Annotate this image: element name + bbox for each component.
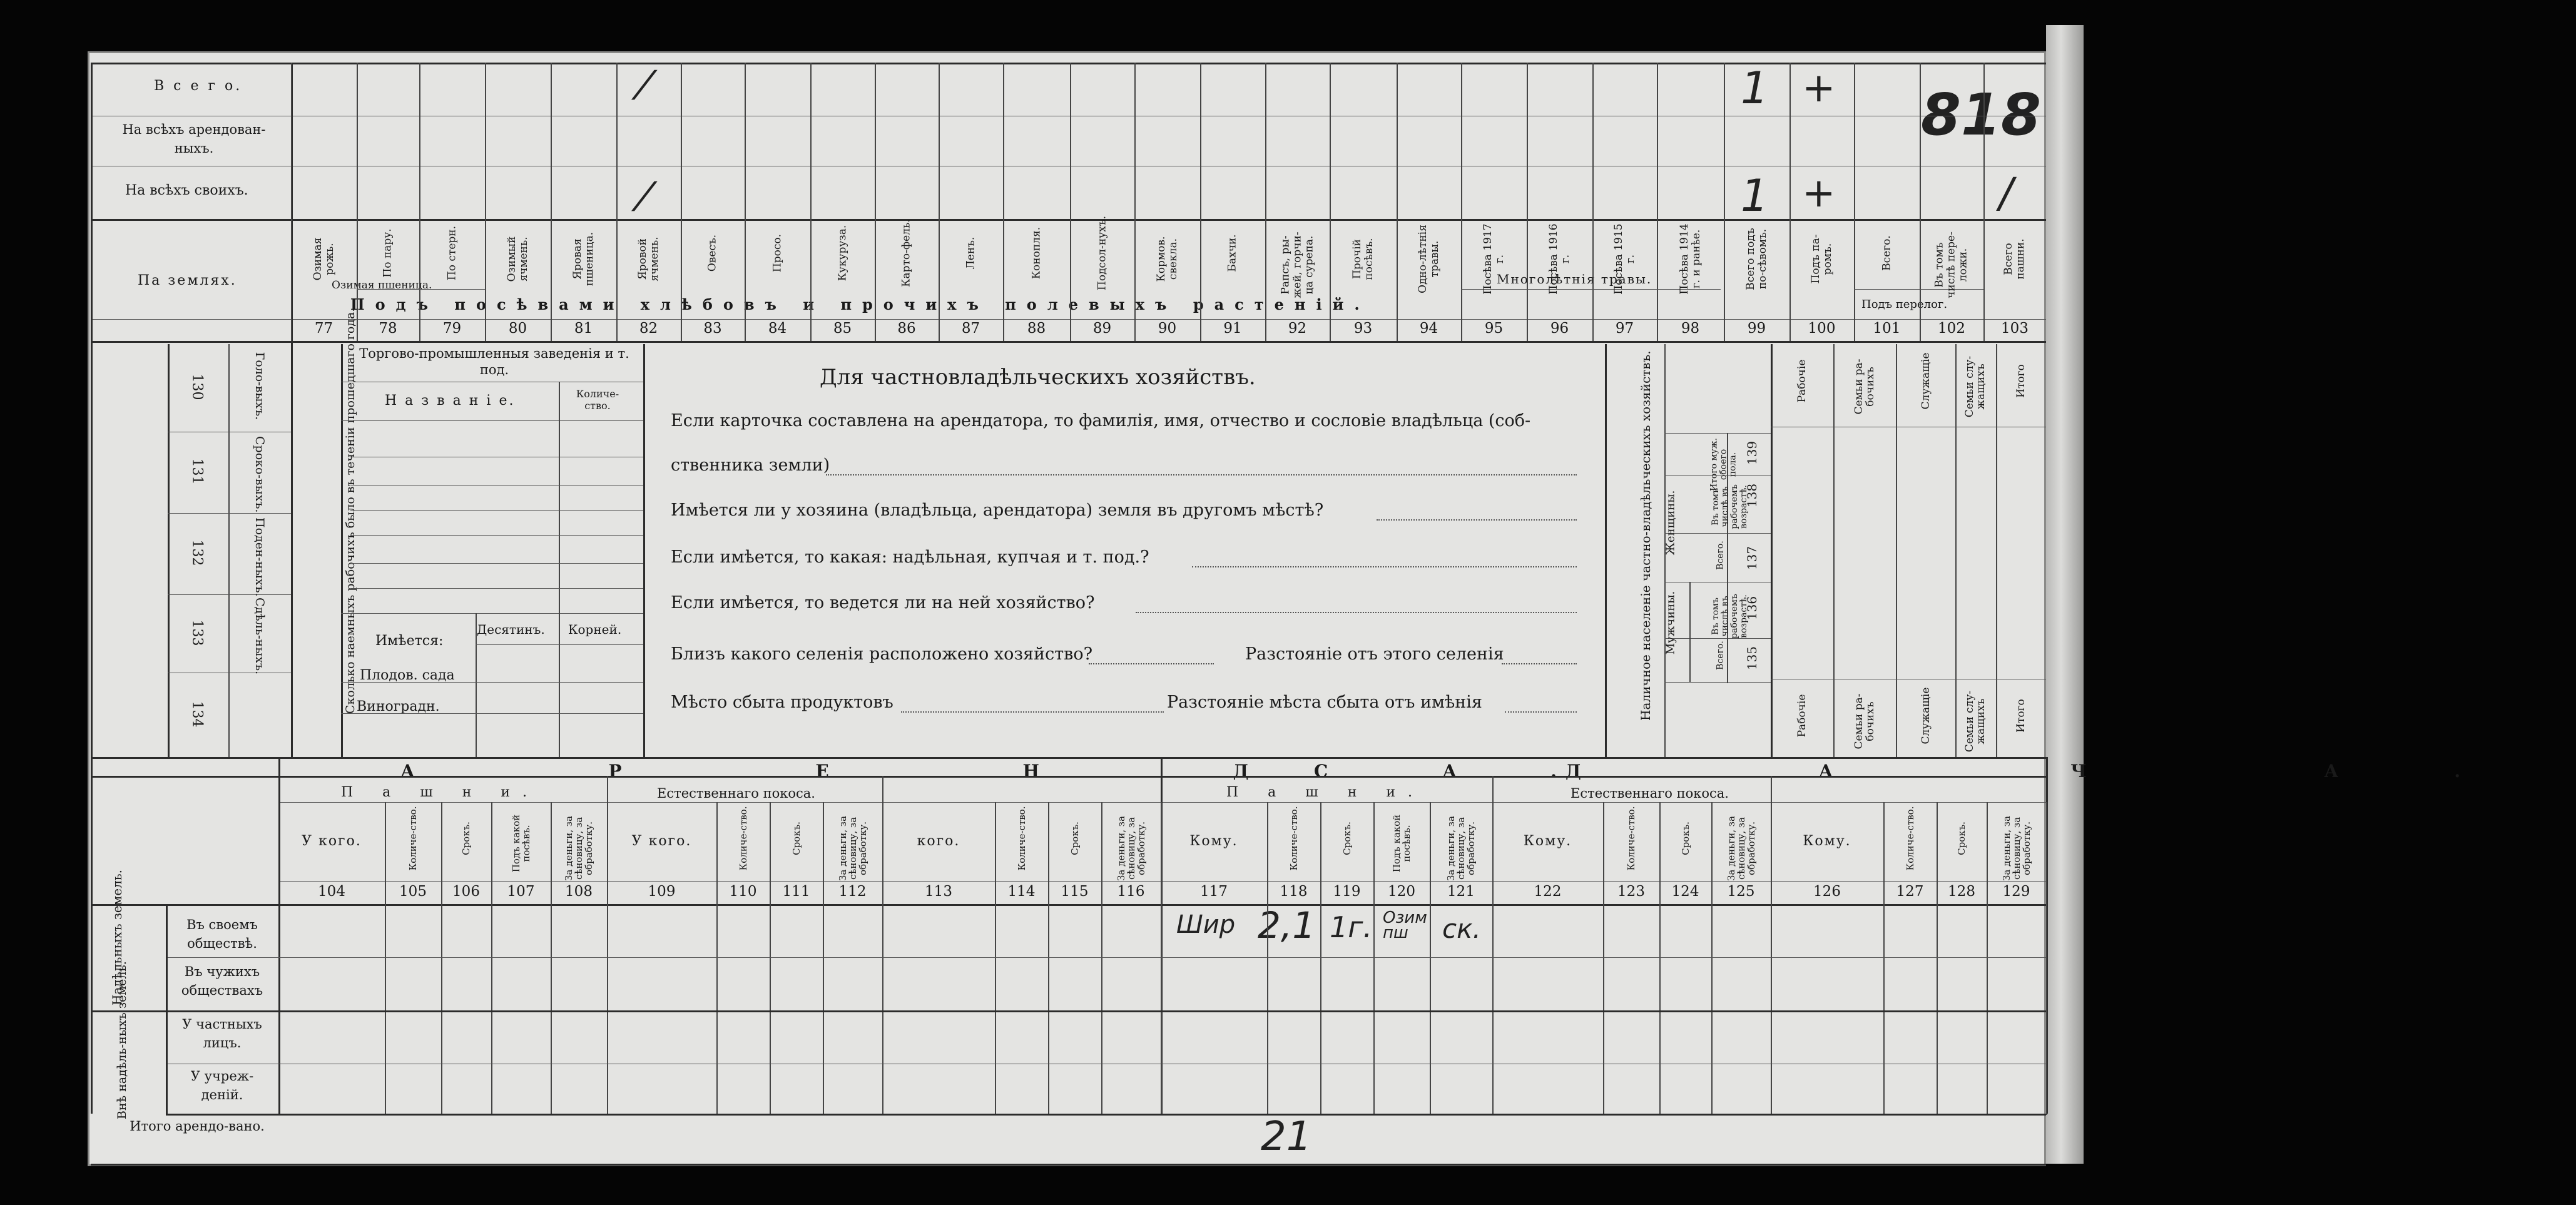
column-number: 81 bbox=[574, 320, 593, 337]
grid-line bbox=[91, 1010, 2046, 1012]
arenda-pokos: Естественнаго покоса. bbox=[657, 786, 815, 801]
column-number: 86 bbox=[897, 320, 916, 337]
column-number: 82 bbox=[639, 320, 658, 337]
grid-line bbox=[1265, 63, 1266, 341]
column-number: 126 bbox=[1813, 883, 1841, 900]
column-number: 116 bbox=[1117, 883, 1145, 900]
row-other-communities: Въ чужихъ обществахъ bbox=[181, 964, 263, 998]
row-label-own: На всѣхъ своихъ. bbox=[125, 183, 248, 198]
grid-line bbox=[559, 382, 560, 613]
population-label: Въ томъ числѣ въ рабочемъ возрастѣ. bbox=[1711, 484, 1749, 529]
grid-line bbox=[551, 63, 552, 341]
hand-entry: 2,1 bbox=[1258, 904, 1316, 947]
population-title: Наличное населеніе частно-владѣльческихъ хозяйствъ. bbox=[1638, 350, 1653, 721]
population-number: 137 bbox=[1744, 546, 1759, 571]
sown-title: Подъ посѣвами хлѣбовъ и прочихъ полевыхъ растеній. bbox=[350, 295, 1370, 313]
staff-header: Служащіе bbox=[1920, 687, 1932, 745]
orchard-label: Плодов. сада bbox=[360, 668, 455, 683]
column-number: 93 bbox=[1353, 320, 1373, 337]
grid-line bbox=[1657, 63, 1658, 341]
question-land-type: Если имѣется, то какая: надѣльная, купчая и т. под.? bbox=[671, 547, 1149, 567]
grid-line bbox=[875, 63, 876, 341]
grid-line bbox=[1771, 344, 1773, 757]
livestock-label: Голо-выхъ. bbox=[253, 352, 267, 420]
column-number: 107 bbox=[507, 883, 535, 900]
crop-header: Подсол-нухъ. bbox=[1096, 216, 1108, 290]
grid-line bbox=[476, 644, 643, 645]
grid-line bbox=[278, 757, 280, 1114]
answer-line[interactable] bbox=[1192, 566, 1577, 567]
row-label-total: В с е г о. bbox=[154, 78, 243, 94]
grid-line bbox=[91, 776, 2046, 778]
question-owner: Если карточка составлена на арендатора, то фамилія, имя, отчество и сословіе владѣльца (соб- bbox=[671, 411, 1531, 430]
column-number: 78 bbox=[379, 320, 397, 337]
staff-header: Рабочіе bbox=[1796, 694, 1808, 738]
column-number: 117 bbox=[1200, 883, 1228, 900]
hand-mark: + bbox=[1802, 65, 1836, 111]
grid-line bbox=[91, 1164, 2046, 1166]
crop-header: Рапсъ, ры-жей, горчи-ца сурепа. bbox=[1279, 231, 1315, 298]
men-label: Мужчины. bbox=[1664, 591, 1677, 655]
grid-line bbox=[1592, 63, 1594, 341]
column-number: 101 bbox=[1873, 320, 1901, 337]
column-number: 124 bbox=[1671, 883, 1699, 900]
crop-header: Яровой ячмень. bbox=[636, 236, 661, 282]
column-number: 88 bbox=[1027, 320, 1046, 337]
staff-header: Семьи ра-бочихъ bbox=[1853, 693, 1876, 750]
livestock-label: Сдѣль-ныхъ. bbox=[253, 597, 267, 674]
grid-line bbox=[291, 344, 293, 757]
grid-line bbox=[350, 563, 643, 564]
lease-column-header: Количе-ство. bbox=[1904, 806, 1916, 871]
column-number: 91 bbox=[1223, 320, 1242, 337]
lease-column-header: Количе-ство. bbox=[737, 806, 749, 871]
trade-name-header: Н а з в а н і е. bbox=[385, 393, 516, 409]
grid-line bbox=[882, 802, 883, 1115]
column-number: 92 bbox=[1288, 320, 1307, 337]
grid-line bbox=[166, 1114, 2046, 1116]
grid-line bbox=[91, 341, 2046, 343]
livestock-number: 131 bbox=[189, 458, 205, 485]
crop-header: Кормов. свекла. bbox=[1154, 236, 1179, 282]
hand-mark: 1 bbox=[1741, 170, 1769, 221]
answer-line[interactable] bbox=[901, 711, 1164, 713]
row-label-rented: На всѣхъ арендован- ныхъ. bbox=[122, 122, 266, 156]
grid-line bbox=[810, 63, 812, 341]
grid-line bbox=[1689, 582, 1691, 682]
vineyard-label: Виноградн. bbox=[357, 699, 440, 714]
crop-header: Овесъ. bbox=[706, 234, 719, 272]
grid-line bbox=[1883, 802, 1885, 1115]
grid-line bbox=[1267, 802, 1268, 1115]
staff-header: Семьи ра-бочихъ bbox=[1853, 358, 1876, 415]
grid-line bbox=[91, 319, 2046, 320]
sdacha-title: С Д А Ч А. bbox=[1314, 761, 2576, 781]
grid-line bbox=[91, 757, 2046, 759]
grid-line bbox=[341, 682, 643, 683]
women-label: Женщины. bbox=[1664, 490, 1677, 556]
crop-header: Посѣва 1917 г. bbox=[1481, 223, 1506, 295]
grid-line bbox=[1134, 63, 1136, 341]
population-label: Всего. bbox=[1715, 641, 1726, 670]
grid-line bbox=[228, 344, 230, 757]
column-number: 80 bbox=[508, 320, 527, 337]
grid-line bbox=[341, 713, 643, 714]
answer-line[interactable] bbox=[1089, 663, 1214, 664]
staff-header: Служащіе bbox=[1920, 352, 1932, 410]
column-number: 103 bbox=[2001, 320, 2029, 337]
crop-header: Въ томъ числѣ пере-ложи. bbox=[1933, 231, 1970, 298]
grid-line bbox=[441, 802, 442, 1115]
grid-line bbox=[350, 485, 643, 486]
grid-line bbox=[1603, 802, 1604, 1115]
grid-line bbox=[745, 63, 746, 341]
column-number: 121 bbox=[1447, 883, 1475, 900]
grid-line bbox=[1937, 802, 1938, 1115]
desyatin-header: Десятинъ. bbox=[477, 622, 545, 637]
hand-mark: / bbox=[632, 63, 656, 105]
column-number: 109 bbox=[648, 883, 676, 900]
hand-entry: ск. bbox=[1442, 913, 1481, 944]
column-number: 84 bbox=[768, 320, 787, 337]
column-number: 111 bbox=[782, 883, 810, 900]
grid-line bbox=[1430, 802, 1431, 1115]
lease-column-header: Количе-ство. bbox=[1016, 806, 1027, 871]
column-number: 79 bbox=[442, 320, 462, 337]
arenda-pashni: П а ш н и. bbox=[341, 785, 540, 800]
population-label: Въ томъ числѣ въ рабочемъ возрастѣ. bbox=[1711, 594, 1749, 639]
grid-line bbox=[1048, 802, 1049, 1115]
column-number: 77 bbox=[314, 320, 333, 337]
column-number: 99 bbox=[1747, 320, 1766, 337]
grid-line bbox=[1461, 63, 1462, 341]
livestock-label: Сроко-выхъ. bbox=[253, 436, 267, 513]
grid-line bbox=[2046, 802, 2047, 1115]
lease-column-header: За деньги, за сѣновицу, за обработку. bbox=[2000, 816, 2032, 881]
lease-column-header: Количе-ство. bbox=[407, 806, 419, 871]
grid-line bbox=[1996, 344, 1997, 757]
column-number: 108 bbox=[565, 883, 593, 900]
row-private-persons: У частныхъ лицъ. bbox=[182, 1017, 262, 1050]
hand-mark: 1 bbox=[1741, 63, 1769, 114]
column-number: 127 bbox=[1896, 883, 1924, 900]
livestock-number: 133 bbox=[189, 619, 205, 646]
grid-line bbox=[1833, 344, 1835, 757]
lease-column-header: За деньги, за сѣновицу, за обработку. bbox=[1445, 816, 1477, 881]
question-other-land: Имѣется ли у хозяина (владѣльца, арендатора) земля въ другомъ мѣстѣ? bbox=[671, 501, 1324, 520]
row-total-rented: Итого арендо-вано. bbox=[130, 1119, 265, 1134]
grid-line bbox=[385, 802, 386, 1115]
grid-line bbox=[357, 63, 358, 341]
answer-line[interactable] bbox=[1136, 612, 1577, 613]
fallow-label: Подъ перелог. bbox=[1861, 298, 1948, 311]
winter-wheat-label: Озимая пшеница. bbox=[332, 279, 432, 292]
crop-header: Прочій посѣвъ. bbox=[1350, 238, 1375, 280]
lease-column-header: Срокъ. bbox=[1956, 821, 1967, 855]
staff-header: Рабочіе bbox=[1796, 359, 1808, 403]
column-number: 89 bbox=[1092, 320, 1112, 337]
column-number: 110 bbox=[729, 883, 757, 900]
answer-line[interactable] bbox=[1502, 663, 1577, 664]
grid-line bbox=[1330, 63, 1331, 341]
lease-column-header: Срокъ. bbox=[1069, 821, 1081, 855]
trade-title: Торгово-промышленныя заведенія и т. под. bbox=[359, 346, 629, 377]
crop-header: Всего. bbox=[1880, 235, 1893, 271]
column-number: 102 bbox=[1938, 320, 1965, 337]
grid-line bbox=[350, 588, 643, 589]
question-village: Близъ какого селенія расположено хозяйство? bbox=[671, 644, 1093, 664]
lease-column-header: Кому. bbox=[1189, 833, 1238, 849]
column-number: 118 bbox=[1280, 883, 1308, 900]
grid-line bbox=[607, 802, 608, 1115]
hand-mark: + bbox=[1802, 170, 1836, 216]
grid-line bbox=[1527, 63, 1528, 341]
column-number: 87 bbox=[961, 320, 980, 337]
column-number: 104 bbox=[318, 883, 345, 900]
private-title: Для частновладѣльческихъ хозяйствъ. bbox=[820, 365, 1256, 390]
grid-line bbox=[1664, 433, 1771, 434]
lease-column-header: За деньги, за сѣновицу, за обработку. bbox=[1115, 816, 1147, 881]
grid-line bbox=[91, 904, 2046, 906]
population-number: 139 bbox=[1744, 440, 1759, 465]
crop-header: Посѣва 1915 г. bbox=[1612, 223, 1637, 295]
grid-line bbox=[1955, 344, 1957, 757]
column-number: 97 bbox=[1615, 320, 1634, 337]
staff-header: Семьи слу-жащихъ bbox=[1963, 690, 1987, 753]
grid-line bbox=[291, 63, 292, 341]
perennial-grass-label: Многолѣтнія травы. bbox=[1497, 272, 1652, 287]
population-number: 135 bbox=[1744, 646, 1759, 671]
grid-line bbox=[1983, 63, 1985, 341]
column-number: 114 bbox=[1007, 883, 1036, 900]
lease-column-header: Кому. bbox=[1523, 833, 1572, 849]
grid-line bbox=[1854, 63, 1855, 341]
grid-line bbox=[643, 344, 645, 757]
grid-line bbox=[681, 63, 682, 341]
row-institutions: У учреж-деній. bbox=[190, 1069, 254, 1102]
grid-line bbox=[716, 802, 718, 1115]
lease-column-header: Кому. bbox=[1803, 833, 1851, 849]
row-own-community: Въ своемъ обществѣ. bbox=[186, 917, 258, 951]
crop-header: По пару. bbox=[381, 228, 394, 278]
grid-line bbox=[1724, 63, 1725, 341]
column-number: 129 bbox=[2002, 883, 2030, 900]
lease-column-header: Количе-ство. bbox=[1626, 806, 1637, 871]
crop-header: Всего пашни. bbox=[2002, 238, 2027, 280]
grid-line bbox=[91, 63, 2046, 64]
column-number: 90 bbox=[1158, 320, 1177, 337]
grid-line bbox=[491, 802, 492, 1115]
grid-line bbox=[1987, 802, 1988, 1115]
livestock-number: 134 bbox=[189, 701, 205, 727]
hand-entry: 1г. bbox=[1330, 910, 1373, 944]
livestock-number: 130 bbox=[189, 374, 205, 400]
grid-line bbox=[485, 63, 486, 341]
grid-line bbox=[939, 63, 940, 341]
has-label: Имѣется: bbox=[375, 633, 444, 649]
grid-line bbox=[341, 613, 643, 614]
grid-line bbox=[616, 63, 618, 341]
lease-column-header: Срокъ. bbox=[461, 821, 472, 855]
hand-entry: Шир bbox=[1176, 910, 1236, 939]
grid-line bbox=[1920, 63, 1921, 341]
crop-header: Бахчи. bbox=[1226, 234, 1239, 272]
population-label: Всего. bbox=[1715, 541, 1726, 570]
column-number: 85 bbox=[833, 320, 852, 337]
grid-line bbox=[995, 802, 996, 1115]
grid-line bbox=[357, 289, 485, 290]
question-owner-cont: ственника земли) bbox=[671, 455, 830, 475]
answer-line[interactable] bbox=[1377, 519, 1577, 521]
sdacha-pashni: П а ш н и. bbox=[1226, 785, 1425, 800]
grid-line bbox=[1003, 63, 1004, 341]
crop-header: Озимый ячмень. bbox=[505, 236, 530, 282]
crop-header: Посѣва 1914 г. и ранѣе. bbox=[1677, 223, 1703, 295]
grid-line bbox=[551, 802, 552, 1115]
question-market: Мѣсто сбыта продуктовъ bbox=[671, 693, 893, 712]
staff-header: Итого bbox=[2015, 699, 2027, 733]
question-farming: Если имѣется, то ведется ли на ней хозяйство? bbox=[671, 593, 1095, 613]
hand-mark: 818 bbox=[1921, 81, 2042, 148]
hand-mark: / bbox=[1999, 169, 2013, 217]
grid-line bbox=[168, 594, 291, 595]
column-number: 100 bbox=[1808, 320, 1836, 337]
lease-column-header: Подъ какой посѣвъ. bbox=[1391, 814, 1412, 873]
lease-column-header: За деньги, за сѣновицу, за обработку. bbox=[563, 816, 594, 881]
population-number: 138 bbox=[1744, 483, 1759, 508]
grid-line bbox=[1711, 802, 1713, 1115]
grid-line bbox=[559, 613, 560, 757]
column-number: 123 bbox=[1617, 883, 1645, 900]
crop-header: Кукуруза. bbox=[836, 225, 848, 282]
answer-line[interactable] bbox=[1505, 711, 1577, 713]
lease-column-header: Срокъ. bbox=[790, 821, 802, 855]
crop-header: Озимая рожь. bbox=[311, 237, 336, 281]
grid-line bbox=[1397, 63, 1398, 341]
crop-header: Всего подъ по-сѣвомъ. bbox=[1744, 228, 1769, 290]
grid-line bbox=[341, 344, 343, 757]
grid-line bbox=[1605, 344, 1607, 757]
crop-header: По стерн. bbox=[445, 225, 458, 281]
lease-column-header: Подъ какой посѣвъ. bbox=[510, 814, 532, 873]
column-number: 125 bbox=[1727, 883, 1755, 900]
grid-line bbox=[341, 420, 643, 421]
grid-line bbox=[1373, 802, 1375, 1115]
grid-line bbox=[1659, 802, 1661, 1115]
grid-line bbox=[166, 957, 2046, 958]
crop-header: Ленъ. bbox=[964, 236, 977, 270]
grid-line bbox=[476, 613, 477, 757]
allotment-group-label: Надѣльныхъ земель. bbox=[109, 869, 125, 1005]
crop-header: Просо. bbox=[771, 233, 783, 273]
question-market-distance: Разстояніе мѣста сбыта отъ имѣнія bbox=[1167, 693, 1482, 712]
population-label: Итого муж. обоего пола. bbox=[1709, 437, 1738, 492]
grid-line bbox=[168, 344, 170, 757]
hand-entry: Озим пш bbox=[1383, 908, 1427, 942]
lease-column-header: За деньги, за сѣновицу, за обработку. bbox=[1725, 816, 1757, 881]
grid-line bbox=[1161, 802, 1162, 1115]
column-number: 98 bbox=[1681, 320, 1700, 337]
column-number: 128 bbox=[1948, 883, 1975, 900]
grid-line bbox=[1101, 802, 1102, 1115]
column-number: 113 bbox=[925, 883, 952, 900]
crop-header: Подъ па-ромъ. bbox=[1809, 234, 1834, 284]
grid-line bbox=[419, 63, 420, 341]
workers-question: Сколько наемныхъ рабочихъ было въ теченіи прошедшаго года. bbox=[344, 308, 357, 714]
lease-column-header: У кого. bbox=[631, 833, 692, 849]
trade-qty-header: Количе-ство. bbox=[576, 388, 619, 412]
grid-line bbox=[350, 510, 643, 511]
livestock-number: 132 bbox=[189, 539, 205, 566]
question-village-distance: Разстояніе отъ этого селенія bbox=[1245, 644, 1504, 664]
grid-line bbox=[1492, 802, 1494, 1115]
grid-line bbox=[350, 535, 643, 536]
sdacha-pokos: Естественнаго покоса. bbox=[1571, 786, 1729, 801]
livestock-label: Поден-ныхъ. bbox=[253, 517, 267, 597]
column-number: 112 bbox=[838, 883, 867, 900]
answer-line[interactable] bbox=[826, 474, 1577, 475]
row-label-lands: Па землях. bbox=[138, 273, 237, 288]
hand-sum: 21 bbox=[1261, 1114, 1312, 1160]
population-number: 136 bbox=[1744, 596, 1759, 621]
crop-header: Яровая пшеница. bbox=[571, 231, 596, 287]
page-edge bbox=[2046, 25, 2084, 1164]
crop-header: Одно-лѣтнія травы. bbox=[1416, 225, 1441, 293]
column-number: 83 bbox=[703, 320, 722, 337]
grid-line bbox=[1320, 802, 1321, 1115]
grid-line bbox=[823, 802, 824, 1115]
lease-column-header: За деньги, за сѣновицу, за обработку. bbox=[837, 816, 868, 881]
crop-header: Конопля. bbox=[1030, 226, 1042, 280]
crop-header: Карто-фель. bbox=[900, 219, 913, 287]
lease-column-header: кого. bbox=[917, 833, 960, 849]
column-number: 95 bbox=[1484, 320, 1504, 337]
column-number: 122 bbox=[1534, 883, 1562, 900]
column-number: 119 bbox=[1333, 883, 1361, 900]
lease-column-header: У кого. bbox=[302, 833, 362, 849]
column-number: 115 bbox=[1061, 883, 1089, 900]
lease-column-header: Количе-ство. bbox=[1288, 806, 1300, 871]
grid-line bbox=[1896, 344, 1897, 757]
lease-column-header: Срокъ. bbox=[1341, 821, 1353, 855]
crop-header: Посѣва 1916 г. bbox=[1547, 223, 1572, 295]
lease-column-header: Срокъ. bbox=[1679, 821, 1691, 855]
column-number: 120 bbox=[1388, 883, 1415, 900]
staff-header: Итого bbox=[2015, 364, 2027, 398]
column-number: 105 bbox=[399, 883, 427, 900]
grid-line bbox=[91, 63, 93, 1114]
column-number: 96 bbox=[1550, 320, 1569, 337]
grid-line bbox=[168, 513, 291, 514]
grid-line bbox=[1200, 63, 1201, 341]
arenda-title: А Р Е Н Д А. bbox=[400, 761, 1651, 781]
column-number: 94 bbox=[1419, 320, 1438, 337]
grid-line bbox=[166, 904, 168, 1114]
grid-line bbox=[770, 802, 771, 1115]
staff-header: Семьи слу-жащихъ bbox=[1963, 355, 1987, 418]
column-number: 106 bbox=[452, 883, 480, 900]
korney-header: Корней. bbox=[568, 622, 622, 637]
non-allotment-group-label: Внѣ надѣль-ныхъ земель. bbox=[115, 961, 129, 1119]
grid-line bbox=[1070, 63, 1071, 341]
grid-line bbox=[1771, 802, 1772, 1115]
hand-mark: / bbox=[632, 174, 656, 216]
grid-line bbox=[1789, 63, 1791, 341]
